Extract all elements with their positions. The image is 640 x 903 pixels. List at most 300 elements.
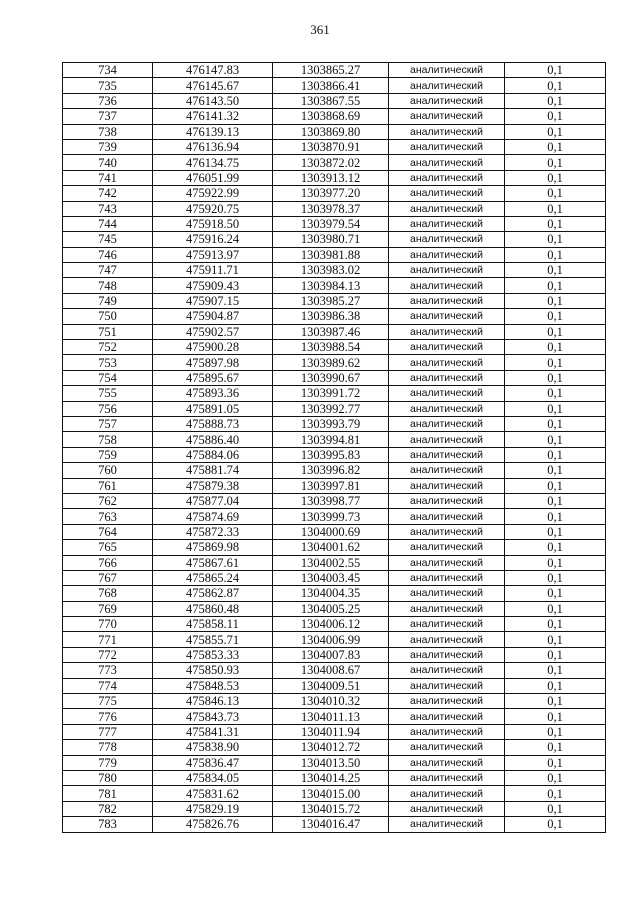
method-cell: аналитический — [389, 232, 505, 247]
accuracy-cell: 0,1 — [505, 232, 606, 247]
y-coordinate-cell: 1304000.69 — [273, 524, 389, 539]
y-coordinate-cell: 1303980.71 — [273, 232, 389, 247]
y-coordinate-cell: 1303978.37 — [273, 201, 389, 216]
y-coordinate-cell: 1303999.73 — [273, 509, 389, 524]
method-cell: аналитический — [389, 601, 505, 616]
y-coordinate-cell: 1303984.13 — [273, 278, 389, 293]
accuracy-cell: 0,1 — [505, 370, 606, 385]
method-cell: аналитический — [389, 370, 505, 385]
table-row — [63, 694, 606, 709]
table-row — [63, 601, 606, 616]
method-cell: аналитический — [389, 309, 505, 324]
method-cell: аналитический — [389, 278, 505, 293]
method-cell: аналитический — [389, 293, 505, 308]
table-row — [63, 232, 606, 247]
method-cell: аналитический — [389, 770, 505, 785]
x-coordinate-cell: 476139.13 — [153, 124, 273, 139]
y-coordinate-cell: 1304009.51 — [273, 678, 389, 693]
x-coordinate-cell: 476147.83 — [153, 63, 273, 78]
method-cell: аналитический — [389, 663, 505, 678]
point-number-cell: 734 — [63, 63, 153, 78]
table-row — [63, 755, 606, 770]
point-number-cell: 745 — [63, 232, 153, 247]
accuracy-cell: 0,1 — [505, 447, 606, 462]
x-coordinate-cell: 475881.74 — [153, 463, 273, 478]
accuracy-cell: 0,1 — [505, 509, 606, 524]
table-row — [63, 509, 606, 524]
page-number: 361 — [310, 22, 330, 37]
x-coordinate-cell: 475911.71 — [153, 263, 273, 278]
y-coordinate-cell: 1303995.83 — [273, 447, 389, 462]
table-row — [63, 263, 606, 278]
accuracy-cell: 0,1 — [505, 170, 606, 185]
point-number-cell: 750 — [63, 309, 153, 324]
point-number-cell: 747 — [63, 263, 153, 278]
method-cell: аналитический — [389, 678, 505, 693]
x-coordinate-cell: 475893.36 — [153, 386, 273, 401]
x-coordinate-cell: 475920.75 — [153, 201, 273, 216]
accuracy-cell: 0,1 — [505, 432, 606, 447]
point-number-cell: 757 — [63, 416, 153, 431]
accuracy-cell: 0,1 — [505, 801, 606, 816]
table-row — [63, 555, 606, 570]
method-cell: аналитический — [389, 617, 505, 632]
y-coordinate-cell: 1303990.67 — [273, 370, 389, 385]
point-number-cell: 742 — [63, 186, 153, 201]
accuracy-cell: 0,1 — [505, 586, 606, 601]
x-coordinate-cell: 475829.19 — [153, 801, 273, 816]
method-cell: аналитический — [389, 93, 505, 108]
x-coordinate-cell: 475897.98 — [153, 355, 273, 370]
accuracy-cell: 0,1 — [505, 355, 606, 370]
y-coordinate-cell: 1303988.54 — [273, 340, 389, 355]
table-row — [63, 201, 606, 216]
table-row — [63, 109, 606, 124]
y-coordinate-cell: 1304004.35 — [273, 586, 389, 601]
accuracy-cell: 0,1 — [505, 63, 606, 78]
method-cell: аналитический — [389, 201, 505, 216]
point-number-cell: 759 — [63, 447, 153, 462]
point-number-cell: 781 — [63, 786, 153, 801]
method-cell: аналитический — [389, 586, 505, 601]
accuracy-cell: 0,1 — [505, 401, 606, 416]
table-row — [63, 370, 606, 385]
point-number-cell: 777 — [63, 724, 153, 739]
point-number-cell: 763 — [63, 509, 153, 524]
table-row — [63, 309, 606, 324]
y-coordinate-cell: 1303986.38 — [273, 309, 389, 324]
method-cell: аналитический — [389, 524, 505, 539]
method-cell: аналитический — [389, 78, 505, 93]
accuracy-cell: 0,1 — [505, 478, 606, 493]
x-coordinate-cell: 475838.90 — [153, 740, 273, 755]
table-row — [63, 355, 606, 370]
coordinates-table — [62, 62, 606, 833]
x-coordinate-cell: 476134.75 — [153, 155, 273, 170]
x-coordinate-cell: 475874.69 — [153, 509, 273, 524]
point-number-cell: 743 — [63, 201, 153, 216]
table-row — [63, 586, 606, 601]
method-cell: аналитический — [389, 801, 505, 816]
y-coordinate-cell: 1304011.13 — [273, 709, 389, 724]
y-coordinate-cell: 1303872.02 — [273, 155, 389, 170]
method-cell: аналитический — [389, 216, 505, 231]
y-coordinate-cell: 1304006.12 — [273, 617, 389, 632]
x-coordinate-cell: 476143.50 — [153, 93, 273, 108]
point-number-cell: 760 — [63, 463, 153, 478]
y-coordinate-cell: 1303996.82 — [273, 463, 389, 478]
accuracy-cell: 0,1 — [505, 770, 606, 785]
accuracy-cell: 0,1 — [505, 263, 606, 278]
x-coordinate-cell: 475834.05 — [153, 770, 273, 785]
point-number-cell: 746 — [63, 247, 153, 262]
table-row — [63, 740, 606, 755]
table-row — [63, 678, 606, 693]
accuracy-cell: 0,1 — [505, 93, 606, 108]
point-number-cell: 748 — [63, 278, 153, 293]
y-coordinate-cell: 1304007.83 — [273, 647, 389, 662]
method-cell: аналитический — [389, 109, 505, 124]
accuracy-cell: 0,1 — [505, 632, 606, 647]
point-number-cell: 741 — [63, 170, 153, 185]
x-coordinate-cell: 475886.40 — [153, 432, 273, 447]
table-row — [63, 416, 606, 431]
x-coordinate-cell: 475916.24 — [153, 232, 273, 247]
y-coordinate-cell: 1303997.81 — [273, 478, 389, 493]
table-row — [63, 493, 606, 508]
table-row — [63, 93, 606, 108]
table-row — [63, 139, 606, 154]
x-coordinate-cell: 475843.73 — [153, 709, 273, 724]
point-number-cell: 737 — [63, 109, 153, 124]
table-row — [63, 724, 606, 739]
accuracy-cell: 0,1 — [505, 278, 606, 293]
method-cell: аналитический — [389, 247, 505, 262]
y-coordinate-cell: 1304006.99 — [273, 632, 389, 647]
table-row — [63, 155, 606, 170]
method-cell: аналитический — [389, 324, 505, 339]
method-cell: аналитический — [389, 386, 505, 401]
point-number-cell: 739 — [63, 139, 153, 154]
method-cell: аналитический — [389, 463, 505, 478]
y-coordinate-cell: 1303989.62 — [273, 355, 389, 370]
point-number-cell: 765 — [63, 540, 153, 555]
x-coordinate-cell: 475831.62 — [153, 786, 273, 801]
y-coordinate-cell: 1304014.25 — [273, 770, 389, 785]
method-cell: аналитический — [389, 155, 505, 170]
point-number-cell: 736 — [63, 93, 153, 108]
coordinates-table-body — [63, 63, 606, 833]
x-coordinate-cell: 476141.32 — [153, 109, 273, 124]
accuracy-cell: 0,1 — [505, 216, 606, 231]
method-cell: аналитический — [389, 786, 505, 801]
method-cell: аналитический — [389, 632, 505, 647]
method-cell: аналитический — [389, 817, 505, 832]
table-row — [63, 709, 606, 724]
point-number-cell: 773 — [63, 663, 153, 678]
point-number-cell: 749 — [63, 293, 153, 308]
x-coordinate-cell: 476136.94 — [153, 139, 273, 154]
method-cell: аналитический — [389, 647, 505, 662]
y-coordinate-cell: 1303993.79 — [273, 416, 389, 431]
point-number-cell: 780 — [63, 770, 153, 785]
point-number-cell: 783 — [63, 817, 153, 832]
accuracy-cell: 0,1 — [505, 740, 606, 755]
y-coordinate-cell: 1303994.81 — [273, 432, 389, 447]
y-coordinate-cell: 1304011.94 — [273, 724, 389, 739]
method-cell: аналитический — [389, 509, 505, 524]
table-row — [63, 247, 606, 262]
x-coordinate-cell: 475862.87 — [153, 586, 273, 601]
y-coordinate-cell: 1304015.72 — [273, 801, 389, 816]
x-coordinate-cell: 475900.28 — [153, 340, 273, 355]
x-coordinate-cell: 476145.67 — [153, 78, 273, 93]
table-row — [63, 801, 606, 816]
point-number-cell: 772 — [63, 647, 153, 662]
x-coordinate-cell: 475826.76 — [153, 817, 273, 832]
x-coordinate-cell: 475858.11 — [153, 617, 273, 632]
accuracy-cell: 0,1 — [505, 724, 606, 739]
x-coordinate-cell: 475879.38 — [153, 478, 273, 493]
accuracy-cell: 0,1 — [505, 524, 606, 539]
accuracy-cell: 0,1 — [505, 324, 606, 339]
point-number-cell: 754 — [63, 370, 153, 385]
method-cell: аналитический — [389, 124, 505, 139]
point-number-cell: 779 — [63, 755, 153, 770]
accuracy-cell: 0,1 — [505, 755, 606, 770]
point-number-cell: 778 — [63, 740, 153, 755]
y-coordinate-cell: 1303992.77 — [273, 401, 389, 416]
table-row — [63, 617, 606, 632]
x-coordinate-cell: 475888.73 — [153, 416, 273, 431]
point-number-cell: 738 — [63, 124, 153, 139]
point-number-cell: 771 — [63, 632, 153, 647]
method-cell: аналитический — [389, 540, 505, 555]
accuracy-cell: 0,1 — [505, 186, 606, 201]
accuracy-cell: 0,1 — [505, 786, 606, 801]
method-cell: аналитический — [389, 740, 505, 755]
method-cell: аналитический — [389, 478, 505, 493]
x-coordinate-cell: 475902.57 — [153, 324, 273, 339]
accuracy-cell: 0,1 — [505, 155, 606, 170]
accuracy-cell: 0,1 — [505, 309, 606, 324]
table-row — [63, 63, 606, 78]
table-row — [63, 570, 606, 585]
table-row — [63, 216, 606, 231]
y-coordinate-cell: 1303979.54 — [273, 216, 389, 231]
method-cell: аналитический — [389, 493, 505, 508]
x-coordinate-cell: 475909.43 — [153, 278, 273, 293]
table-row — [63, 524, 606, 539]
y-coordinate-cell: 1304013.50 — [273, 755, 389, 770]
y-coordinate-cell: 1304016.47 — [273, 817, 389, 832]
accuracy-cell: 0,1 — [505, 694, 606, 709]
table-row — [63, 124, 606, 139]
x-coordinate-cell: 475877.04 — [153, 493, 273, 508]
point-number-cell: 782 — [63, 801, 153, 816]
x-coordinate-cell: 475846.13 — [153, 694, 273, 709]
method-cell: аналитический — [389, 755, 505, 770]
accuracy-cell: 0,1 — [505, 416, 606, 431]
point-number-cell: 735 — [63, 78, 153, 93]
y-coordinate-cell: 1303867.55 — [273, 93, 389, 108]
x-coordinate-cell: 475860.48 — [153, 601, 273, 616]
point-number-cell: 752 — [63, 340, 153, 355]
method-cell: аналитический — [389, 340, 505, 355]
method-cell: аналитический — [389, 709, 505, 724]
point-number-cell: 758 — [63, 432, 153, 447]
point-number-cell: 768 — [63, 586, 153, 601]
accuracy-cell: 0,1 — [505, 78, 606, 93]
accuracy-cell: 0,1 — [505, 817, 606, 832]
accuracy-cell: 0,1 — [505, 463, 606, 478]
point-number-cell: 753 — [63, 355, 153, 370]
y-coordinate-cell: 1303865.27 — [273, 63, 389, 78]
point-number-cell: 761 — [63, 478, 153, 493]
x-coordinate-cell: 475904.87 — [153, 309, 273, 324]
table-row — [63, 447, 606, 462]
x-coordinate-cell: 475907.15 — [153, 293, 273, 308]
y-coordinate-cell: 1304010.32 — [273, 694, 389, 709]
method-cell: аналитический — [389, 694, 505, 709]
y-coordinate-cell: 1303987.46 — [273, 324, 389, 339]
method-cell: аналитический — [389, 555, 505, 570]
x-coordinate-cell: 476051.99 — [153, 170, 273, 185]
table-row — [63, 324, 606, 339]
y-coordinate-cell: 1303985.27 — [273, 293, 389, 308]
x-coordinate-cell: 475913.97 — [153, 247, 273, 262]
table-row — [63, 78, 606, 93]
accuracy-cell: 0,1 — [505, 201, 606, 216]
x-coordinate-cell: 475922.99 — [153, 186, 273, 201]
accuracy-cell: 0,1 — [505, 139, 606, 154]
method-cell: аналитический — [389, 447, 505, 462]
table-row — [63, 463, 606, 478]
y-coordinate-cell: 1304002.55 — [273, 555, 389, 570]
accuracy-cell: 0,1 — [505, 647, 606, 662]
x-coordinate-cell: 475853.33 — [153, 647, 273, 662]
y-coordinate-cell: 1303983.02 — [273, 263, 389, 278]
table-row — [63, 186, 606, 201]
table-row — [63, 817, 606, 832]
accuracy-cell: 0,1 — [505, 555, 606, 570]
y-coordinate-cell: 1304003.45 — [273, 570, 389, 585]
accuracy-cell: 0,1 — [505, 570, 606, 585]
point-number-cell: 762 — [63, 493, 153, 508]
point-number-cell: 764 — [63, 524, 153, 539]
method-cell: аналитический — [389, 432, 505, 447]
x-coordinate-cell: 475855.71 — [153, 632, 273, 647]
point-number-cell: 776 — [63, 709, 153, 724]
accuracy-cell: 0,1 — [505, 678, 606, 693]
point-number-cell: 751 — [63, 324, 153, 339]
y-coordinate-cell: 1303866.41 — [273, 78, 389, 93]
method-cell: аналитический — [389, 570, 505, 585]
x-coordinate-cell: 475895.67 — [153, 370, 273, 385]
method-cell: аналитический — [389, 724, 505, 739]
point-number-cell: 740 — [63, 155, 153, 170]
table-row — [63, 401, 606, 416]
y-coordinate-cell: 1303977.20 — [273, 186, 389, 201]
x-coordinate-cell: 475841.31 — [153, 724, 273, 739]
accuracy-cell: 0,1 — [505, 663, 606, 678]
y-coordinate-cell: 1303870.91 — [273, 139, 389, 154]
x-coordinate-cell: 475865.24 — [153, 570, 273, 585]
x-coordinate-cell: 475891.05 — [153, 401, 273, 416]
accuracy-cell: 0,1 — [505, 601, 606, 616]
accuracy-cell: 0,1 — [505, 709, 606, 724]
method-cell: аналитический — [389, 416, 505, 431]
accuracy-cell: 0,1 — [505, 493, 606, 508]
accuracy-cell: 0,1 — [505, 617, 606, 632]
x-coordinate-cell: 475918.50 — [153, 216, 273, 231]
y-coordinate-cell: 1304005.25 — [273, 601, 389, 616]
table-row — [63, 632, 606, 647]
y-coordinate-cell: 1304015.00 — [273, 786, 389, 801]
point-number-cell: 767 — [63, 570, 153, 585]
point-number-cell: 769 — [63, 601, 153, 616]
table-row — [63, 647, 606, 662]
accuracy-cell: 0,1 — [505, 247, 606, 262]
y-coordinate-cell: 1303998.77 — [273, 493, 389, 508]
table-row — [63, 770, 606, 785]
y-coordinate-cell: 1304012.72 — [273, 740, 389, 755]
y-coordinate-cell: 1304008.67 — [273, 663, 389, 678]
table-row — [63, 278, 606, 293]
table-row — [63, 432, 606, 447]
y-coordinate-cell: 1303868.69 — [273, 109, 389, 124]
table-row — [63, 170, 606, 185]
method-cell: аналитический — [389, 401, 505, 416]
y-coordinate-cell: 1304001.62 — [273, 540, 389, 555]
y-coordinate-cell: 1303981.88 — [273, 247, 389, 262]
point-number-cell: 766 — [63, 555, 153, 570]
table-row — [63, 540, 606, 555]
point-number-cell: 755 — [63, 386, 153, 401]
method-cell: аналитический — [389, 186, 505, 201]
accuracy-cell: 0,1 — [505, 109, 606, 124]
method-cell: аналитический — [389, 139, 505, 154]
y-coordinate-cell: 1303991.72 — [273, 386, 389, 401]
table-row — [63, 786, 606, 801]
x-coordinate-cell: 475836.47 — [153, 755, 273, 770]
method-cell: аналитический — [389, 355, 505, 370]
point-number-cell: 756 — [63, 401, 153, 416]
accuracy-cell: 0,1 — [505, 340, 606, 355]
y-coordinate-cell: 1303913.12 — [273, 170, 389, 185]
table-row — [63, 340, 606, 355]
method-cell: аналитический — [389, 170, 505, 185]
accuracy-cell: 0,1 — [505, 124, 606, 139]
x-coordinate-cell: 475867.61 — [153, 555, 273, 570]
y-coordinate-cell: 1303869.80 — [273, 124, 389, 139]
accuracy-cell: 0,1 — [505, 386, 606, 401]
table-row — [63, 478, 606, 493]
x-coordinate-cell: 475872.33 — [153, 524, 273, 539]
table-row — [63, 663, 606, 678]
accuracy-cell: 0,1 — [505, 540, 606, 555]
x-coordinate-cell: 475848.53 — [153, 678, 273, 693]
point-number-cell: 774 — [63, 678, 153, 693]
accuracy-cell: 0,1 — [505, 293, 606, 308]
point-number-cell: 770 — [63, 617, 153, 632]
method-cell: аналитический — [389, 263, 505, 278]
x-coordinate-cell: 475869.98 — [153, 540, 273, 555]
x-coordinate-cell: 475850.93 — [153, 663, 273, 678]
table-row — [63, 293, 606, 308]
table-row — [63, 386, 606, 401]
point-number-cell: 775 — [63, 694, 153, 709]
